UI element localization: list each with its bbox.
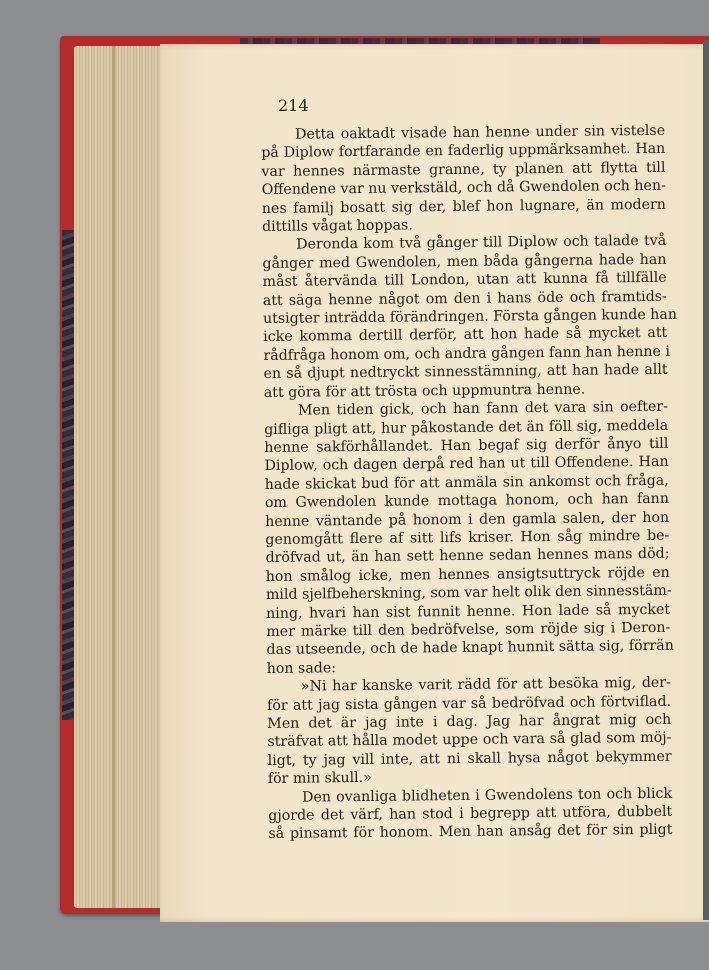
text-line: om Gwendolen kunde mottaga honom, och han fann xyxy=(264,490,670,512)
text-line: att säga henne något om den i hans öde och framtids- xyxy=(262,288,667,309)
text-line: henne sakförhållandet. Han begaf sig derför ånyo till xyxy=(264,435,669,456)
page-stack-edges xyxy=(74,46,166,908)
text-line: Deronda kom två gånger till Diplow och talade två xyxy=(296,233,667,254)
text-line: hon smålog icke, men hennes ansigtsuttryck röjde en xyxy=(265,564,670,585)
text-line: nes familj bosatt sig der, blef hon lugnare, än modern xyxy=(261,196,666,217)
text-line: Offendene var nu verkstäld, och då Gwendolen och hen- xyxy=(261,177,666,199)
text-line: på Diplow fortfarande en faderlig uppmärksamhet. Han xyxy=(261,141,666,162)
text-line: hade skickat bud för att anmäla sin ankomst och fråga, xyxy=(264,472,669,493)
text-line: mer märke till den bedröfvelse, som röjde sig i Deron- xyxy=(266,619,671,640)
text-line: gånger med Gwendolen, men båda gångerna hade han xyxy=(262,251,667,272)
text-line: så pinsamt för honom. Men han ansåg det för sin pligt xyxy=(268,822,673,843)
text-line: var hennes närmaste granne, ty planen att flytta till xyxy=(261,159,666,180)
text-line: sträfvat att hålla modet uppe och vara så glad som möj- xyxy=(267,730,672,751)
text-line: hon sade: xyxy=(266,660,337,677)
text-line: Detta oaktadt visade han henne under sin vistelse xyxy=(295,122,666,143)
text-line: »Ni har kanske varit rädd för att besöka mig, der- xyxy=(300,674,671,695)
text-line: mild sjelfbeherskning, som var helt olik den sinnesstäm- xyxy=(265,582,672,604)
text-line: henne väntande på honom i den gamla salen, der hon xyxy=(265,509,670,530)
text-line: gifliga pligt att, hur påkostande det än föll sig, meddela xyxy=(264,417,669,438)
text-line: för min skull.» xyxy=(267,770,372,788)
text-line: ning, hvari han sist funnit henne. Hon lade så mycket xyxy=(266,601,671,622)
page-text xyxy=(261,122,678,844)
text-line: dittills vågat hoppas. xyxy=(261,217,413,236)
text-line: Diplow, och dagen derpå red han ut till Offendene. Han xyxy=(264,454,669,475)
text-line: gjorde det värf, han stod i begrepp att utföra, dubbelt xyxy=(268,803,673,824)
page-number: 214 xyxy=(278,96,309,115)
text-line: Den ovanliga blidheten i Gwendolens ton och blick xyxy=(301,785,673,806)
text-line: das utseende, och de hade knapt hunnit sätta sig, förrän xyxy=(266,638,674,659)
text-line: att göra för att trösta och uppmuntra henne. xyxy=(263,381,586,401)
text-line: för att jag sista gången var så bedröfvad och förtviflad. xyxy=(266,693,672,714)
text-line: rådfråga honom om, och andra gången fann han henne i xyxy=(263,343,671,364)
text-line: Men tiden gick, och han fann det vara sin oefter- xyxy=(297,398,669,419)
text-line: icke komma dertill derför, att hon hade så mycket att xyxy=(263,325,668,346)
text-line: en så djupt nedtryckt sinnesstämning, att han hade allt xyxy=(263,362,668,383)
text-line: dröfvad ut, än han sett henne sedan hennes mans död; xyxy=(265,546,670,567)
text-line: måst återvända till London, utan att kunna få tillfälle xyxy=(262,270,667,291)
text-line: genomgått flere af sitt lifs kriser. Hon såg mindre be- xyxy=(265,527,670,548)
text-line: ligt, ty jag vill inte, att ni skall hysa något bekymmer xyxy=(267,748,672,769)
text-line: utsigter inträdda förändringen. Första gången kunde han xyxy=(262,306,678,328)
page-shadow xyxy=(703,40,709,920)
text-line: Men det är jag inte i dag. Jag har ångrat mig och xyxy=(267,711,672,732)
